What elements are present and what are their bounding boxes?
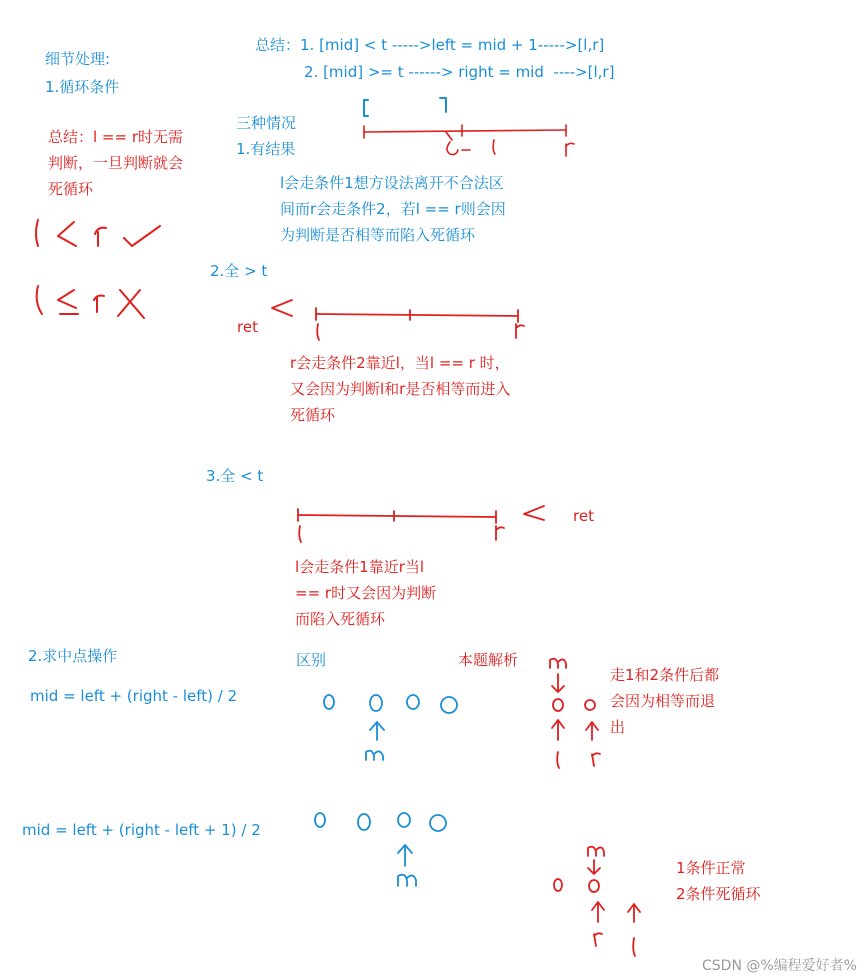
loop-summary-line-1: 总结：l == r时无需	[48, 128, 184, 146]
loop-summary-line-3: 死循环	[48, 180, 94, 198]
case1-desc-3: 为判断是否相等而陷入死循环	[280, 226, 476, 244]
case3-desc-3: 而陷入死循环	[295, 610, 386, 628]
analysis-desc-2: 会因为相等而退	[610, 692, 716, 710]
three-cases-title: 三种情况	[236, 114, 297, 132]
midpoint-heading: 2.求中点操作	[28, 647, 118, 665]
l-less-equal-r-cross-sketch	[37, 286, 144, 318]
case3-number-line	[298, 506, 544, 542]
loop-summary-line-2: 判断，一旦判断就会	[48, 154, 184, 172]
case2-number-line	[272, 300, 524, 340]
summary-line-2: 2. [mid] >= t ------> right = mid ---->[l,r]	[304, 63, 615, 81]
difference-sketch-2	[315, 813, 446, 886]
l-less-than-r-check-sketch	[36, 220, 160, 246]
case3-ret: ret	[573, 507, 594, 525]
watermark: CSDN @%编程爱好者%	[702, 958, 857, 974]
case1-desc-1: l会走条件1想方设法离开不合法区	[280, 174, 504, 192]
difference-sketch-1	[324, 695, 457, 760]
loop-condition-heading: 1.循环条件	[45, 78, 120, 96]
analysis-sketch-1	[550, 659, 600, 768]
analysis-desc-1: 走1和2条件后都	[610, 666, 720, 684]
case2-desc-2: 又会因为判断l和r是否相等而进入	[290, 380, 511, 398]
analysis-label: 本题解析	[458, 651, 519, 669]
case1-number-line	[364, 125, 574, 156]
analysis-desc-3: 出	[610, 718, 626, 736]
case1-title: 1.有结果	[236, 140, 296, 158]
case2-desc-1: r会走条件2靠近l，当l == r 时，	[290, 354, 510, 372]
details-title: 细节处理:	[45, 50, 111, 68]
difference-label: 区别	[296, 651, 327, 669]
case3-desc-2: == r时又会因为判断	[295, 584, 437, 602]
mid-formula-2: mid = left + (right - left + 1) / 2	[22, 821, 261, 839]
case1-desc-2: 间而r会走条件2，若l == r则会因	[280, 200, 506, 218]
case1-bracket-sketch	[364, 98, 446, 116]
result-line-2: 2条件死循环	[676, 885, 761, 903]
case3-title: 3.全 < t	[206, 467, 264, 485]
analysis-sketch-2	[554, 847, 640, 956]
result-line-1: 1条件正常	[676, 859, 746, 877]
case2-desc-3: 死循环	[290, 406, 336, 424]
mid-formula-1: mid = left + (right - left) / 2	[30, 687, 238, 705]
case2-ret: ret	[237, 318, 258, 336]
case3-desc-1: l会走条件1靠近r当l	[295, 558, 425, 576]
summary-line-1: 总结：1. [mid] < t ----->left = mid + 1----->[l,r]	[255, 36, 605, 54]
case2-title: 2.全 > t	[210, 262, 268, 280]
